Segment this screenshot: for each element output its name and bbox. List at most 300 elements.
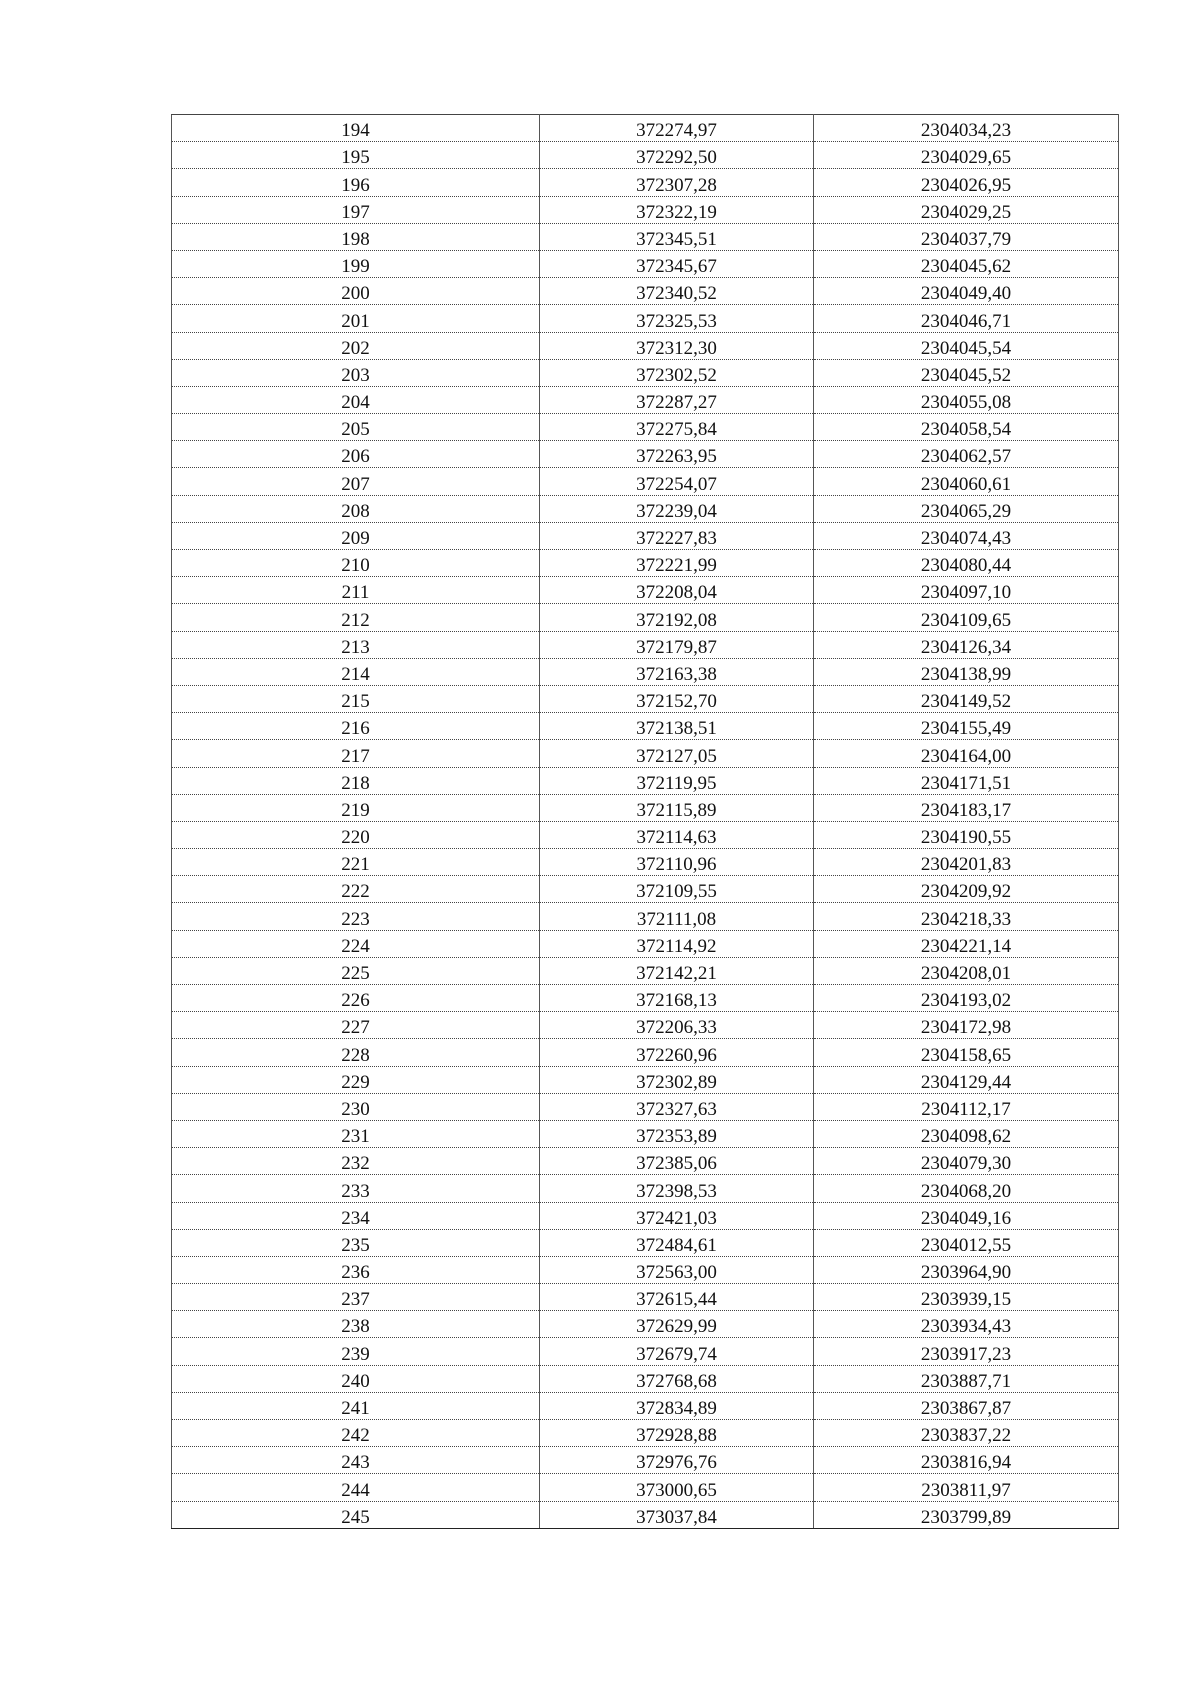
y-coordinate-cell-text: 2304026,95 <box>920 174 1012 196</box>
table-row <box>172 468 1119 495</box>
point-number-cell <box>172 1501 540 1528</box>
y-coordinate-cell-text: 2304012,55 <box>920 1234 1012 1256</box>
table-row <box>172 332 1119 359</box>
table-row <box>172 1039 1119 1066</box>
y-coordinate-cell-text: 2304209,92 <box>920 881 1012 903</box>
point-number-cell <box>172 713 540 740</box>
table-row <box>172 441 1119 468</box>
y-coordinate-cell-text: 2304060,61 <box>920 473 1012 495</box>
y-coordinate-cell <box>814 1501 1119 1528</box>
table-row <box>172 414 1119 441</box>
y-coordinate-cell-text: 2303887,71 <box>920 1370 1012 1392</box>
x-coordinate-cell <box>540 740 814 767</box>
point-number-cell <box>172 1365 540 1392</box>
point-number-cell <box>172 359 540 386</box>
y-coordinate-cell-text: 2304045,52 <box>920 364 1012 386</box>
x-coordinate-cell-text: 372322,19 <box>636 201 717 223</box>
point-number-cell <box>172 142 540 169</box>
y-coordinate-cell <box>814 359 1119 386</box>
point-number-cell-text: 194 <box>341 120 370 142</box>
x-coordinate-cell-text: 372976,76 <box>636 1452 717 1474</box>
y-coordinate-cell <box>814 930 1119 957</box>
y-coordinate-cell <box>814 495 1119 522</box>
x-coordinate-cell-text: 372152,70 <box>636 691 717 713</box>
x-coordinate-cell-text: 372398,53 <box>636 1180 717 1202</box>
x-coordinate-cell-text: 372312,30 <box>636 337 717 359</box>
y-coordinate-cell <box>814 849 1119 876</box>
point-number-cell <box>172 414 540 441</box>
point-number-cell <box>172 386 540 413</box>
y-coordinate-cell-text: 2303837,22 <box>920 1425 1012 1447</box>
x-coordinate-cell-text: 372163,38 <box>636 663 717 685</box>
x-coordinate-cell-text: 372115,89 <box>636 799 717 821</box>
x-coordinate-cell <box>540 930 814 957</box>
x-coordinate-cell <box>540 1093 814 1120</box>
x-coordinate-cell <box>540 223 814 250</box>
point-number-cell-text: 231 <box>341 1126 370 1148</box>
x-coordinate-cell <box>540 468 814 495</box>
y-coordinate-cell-text: 2304065,29 <box>920 500 1012 522</box>
point-number-cell-text: 198 <box>341 228 370 250</box>
point-number-cell-text: 223 <box>341 908 370 930</box>
point-number-cell-text: 216 <box>341 718 370 740</box>
x-coordinate-cell <box>540 169 814 196</box>
point-number-cell <box>172 985 540 1012</box>
x-coordinate-cell-text: 372138,51 <box>636 718 717 740</box>
y-coordinate-cell <box>814 1066 1119 1093</box>
y-coordinate-cell <box>814 577 1119 604</box>
x-coordinate-cell <box>540 495 814 522</box>
y-coordinate-cell <box>814 250 1119 277</box>
y-coordinate-cell <box>814 196 1119 223</box>
x-coordinate-cell <box>540 550 814 577</box>
y-coordinate-cell-text: 2304055,08 <box>920 392 1012 414</box>
y-coordinate-cell <box>814 740 1119 767</box>
point-number-cell-text: 202 <box>341 337 370 359</box>
y-coordinate-cell <box>814 1256 1119 1283</box>
y-coordinate-cell-text: 2304045,62 <box>920 256 1012 278</box>
table-row <box>172 250 1119 277</box>
point-number-cell <box>172 1447 540 1474</box>
x-coordinate-cell-text: 372119,95 <box>636 772 717 794</box>
x-coordinate-cell-text: 372345,51 <box>636 228 717 250</box>
table-row <box>172 1501 1119 1528</box>
y-coordinate-cell-text: 2304074,43 <box>920 528 1012 549</box>
point-number-cell <box>172 468 540 495</box>
point-number-cell <box>172 685 540 712</box>
x-coordinate-cell <box>540 278 814 305</box>
x-coordinate-cell-text: 372111,08 <box>636 908 717 930</box>
x-coordinate-cell-text: 372192,08 <box>636 609 717 631</box>
point-number-cell-text: 238 <box>341 1316 370 1338</box>
x-coordinate-cell-text: 372227,83 <box>636 528 717 549</box>
x-coordinate-cell-text: 372179,87 <box>636 636 717 658</box>
x-coordinate-cell-text: 372325,53 <box>636 310 717 332</box>
point-number-cell-text: 240 <box>341 1370 370 1392</box>
y-coordinate-cell-text: 2304164,00 <box>920 745 1012 767</box>
point-number-cell <box>172 1066 540 1093</box>
y-coordinate-cell-text: 2304098,62 <box>920 1126 1012 1148</box>
y-coordinate-cell <box>814 1338 1119 1365</box>
table-row <box>172 930 1119 957</box>
x-coordinate-cell-text: 372327,63 <box>636 1098 717 1120</box>
y-coordinate-cell-text: 2304068,20 <box>920 1180 1012 1202</box>
y-coordinate-cell <box>814 1093 1119 1120</box>
x-coordinate-cell <box>540 685 814 712</box>
x-coordinate-cell-text: 372834,89 <box>636 1398 717 1419</box>
x-coordinate-cell-text: 372114,92 <box>636 935 717 957</box>
x-coordinate-cell <box>540 250 814 277</box>
x-coordinate-cell-text: 372563,00 <box>636 1262 717 1284</box>
table-row <box>172 169 1119 196</box>
point-number-cell-text: 201 <box>341 310 370 332</box>
y-coordinate-cell-text: 2304172,98 <box>920 1017 1012 1039</box>
point-number-cell-text: 213 <box>341 636 370 658</box>
y-coordinate-cell-text: 2304109,65 <box>920 609 1012 631</box>
point-number-cell-text: 228 <box>341 1044 370 1066</box>
x-coordinate-cell <box>540 1392 814 1419</box>
x-coordinate-cell <box>540 767 814 794</box>
point-number-cell <box>172 767 540 794</box>
x-coordinate-cell <box>540 1501 814 1528</box>
point-number-cell-text: 208 <box>341 500 370 522</box>
point-number-cell <box>172 332 540 359</box>
x-coordinate-cell <box>540 1338 814 1365</box>
point-number-cell <box>172 1093 540 1120</box>
y-coordinate-cell-text: 2304049,16 <box>920 1207 1012 1229</box>
point-number-cell <box>172 1392 540 1419</box>
point-number-cell-text: 196 <box>341 174 370 196</box>
point-number-cell <box>172 1420 540 1447</box>
x-coordinate-cell-text: 372263,95 <box>636 446 717 468</box>
x-coordinate-cell <box>540 332 814 359</box>
x-coordinate-cell-text: 372292,50 <box>636 147 717 169</box>
x-coordinate-cell <box>540 441 814 468</box>
point-number-cell <box>172 658 540 685</box>
point-number-cell <box>172 604 540 631</box>
y-coordinate-cell-text: 2304097,10 <box>920 582 1012 604</box>
table-row <box>172 957 1119 984</box>
x-coordinate-cell <box>540 1256 814 1283</box>
table-row <box>172 821 1119 848</box>
y-coordinate-cell <box>814 386 1119 413</box>
point-number-cell <box>172 1256 540 1283</box>
y-coordinate-cell-text: 2303799,89 <box>920 1506 1012 1528</box>
x-coordinate-cell-text: 372421,03 <box>636 1207 717 1229</box>
y-coordinate-cell <box>814 169 1119 196</box>
x-coordinate-cell <box>540 604 814 631</box>
y-coordinate-cell <box>814 631 1119 658</box>
y-coordinate-cell <box>814 414 1119 441</box>
x-coordinate-cell-text: 373000,65 <box>636 1479 717 1501</box>
point-number-cell-text: 197 <box>341 201 370 223</box>
point-number-cell-text: 243 <box>341 1452 370 1474</box>
y-coordinate-cell-text: 2304080,44 <box>920 555 1012 577</box>
point-number-cell <box>172 1284 540 1311</box>
y-coordinate-cell-text: 2304029,65 <box>920 147 1012 169</box>
y-coordinate-cell <box>814 903 1119 930</box>
y-coordinate-cell <box>814 1012 1119 1039</box>
point-number-cell <box>172 1311 540 1338</box>
point-number-cell-text: 232 <box>341 1153 370 1175</box>
y-coordinate-cell <box>814 794 1119 821</box>
x-coordinate-cell <box>540 849 814 876</box>
y-coordinate-cell-text: 2303816,94 <box>920 1452 1012 1474</box>
point-number-cell <box>172 1012 540 1039</box>
x-coordinate-cell <box>540 386 814 413</box>
x-coordinate-cell <box>540 876 814 903</box>
table-row <box>172 1148 1119 1175</box>
point-number-cell <box>172 1338 540 1365</box>
y-coordinate-cell-text: 2304193,02 <box>920 990 1012 1012</box>
table-row <box>172 142 1119 169</box>
table-row <box>172 1311 1119 1338</box>
point-number-cell-text: 209 <box>341 528 370 549</box>
table-row <box>172 1420 1119 1447</box>
x-coordinate-cell-text: 372353,89 <box>636 1126 717 1148</box>
table-row <box>172 876 1119 903</box>
table-row <box>172 713 1119 740</box>
point-number-cell-text: 229 <box>341 1071 370 1093</box>
point-number-cell <box>172 930 540 957</box>
x-coordinate-cell <box>540 142 814 169</box>
x-coordinate-cell <box>540 1202 814 1229</box>
point-number-cell <box>172 1120 540 1147</box>
x-coordinate-cell <box>540 1066 814 1093</box>
y-coordinate-cell-text: 2304046,71 <box>920 310 1012 332</box>
y-coordinate-cell-text: 2304079,30 <box>920 1153 1012 1175</box>
y-coordinate-cell-text: 2304129,44 <box>920 1071 1012 1093</box>
point-number-cell <box>172 957 540 984</box>
x-coordinate-cell <box>540 522 814 549</box>
point-number-cell-text: 220 <box>341 827 370 849</box>
x-coordinate-cell <box>540 985 814 1012</box>
y-coordinate-cell-text: 2304062,57 <box>920 446 1012 468</box>
y-coordinate-cell-text: 2304138,99 <box>920 663 1012 685</box>
y-coordinate-cell-text: 2303917,23 <box>920 1343 1012 1365</box>
y-coordinate-cell <box>814 1175 1119 1202</box>
x-coordinate-cell <box>540 821 814 848</box>
y-coordinate-cell <box>814 441 1119 468</box>
y-coordinate-cell <box>814 1447 1119 1474</box>
y-coordinate-cell-text: 2304155,49 <box>920 718 1012 740</box>
point-number-cell <box>172 876 540 903</box>
x-coordinate-cell-text: 372274,97 <box>636 120 717 142</box>
table-row <box>172 359 1119 386</box>
point-number-cell-text: 215 <box>341 691 370 713</box>
point-number-cell-text: 244 <box>341 1479 370 1501</box>
x-coordinate-cell-text: 372307,28 <box>636 174 717 196</box>
y-coordinate-cell <box>814 985 1119 1012</box>
x-coordinate-cell-text: 372287,27 <box>636 392 717 414</box>
point-number-cell-text: 235 <box>341 1234 370 1256</box>
y-coordinate-cell <box>814 1284 1119 1311</box>
point-number-cell <box>172 115 540 142</box>
y-coordinate-cell <box>814 1474 1119 1501</box>
table-row <box>172 1474 1119 1501</box>
point-number-cell-text: 210 <box>341 555 370 577</box>
y-coordinate-cell-text: 2304058,54 <box>920 419 1012 441</box>
y-coordinate-cell <box>814 115 1119 142</box>
y-coordinate-cell-text: 2304029,25 <box>920 201 1012 223</box>
y-coordinate-cell-text: 2304183,17 <box>920 799 1012 821</box>
point-number-cell <box>172 1039 540 1066</box>
point-number-cell <box>172 169 540 196</box>
table-row <box>172 1202 1119 1229</box>
point-number-cell-text: 195 <box>341 147 370 169</box>
y-coordinate-cell <box>814 1148 1119 1175</box>
y-coordinate-cell <box>814 332 1119 359</box>
x-coordinate-cell-text: 372239,04 <box>636 500 717 522</box>
point-number-cell-text: 200 <box>341 283 370 305</box>
x-coordinate-cell-text: 372679,74 <box>636 1343 717 1365</box>
point-number-cell <box>172 1202 540 1229</box>
table-row <box>172 196 1119 223</box>
point-number-cell <box>172 903 540 930</box>
x-coordinate-cell-text: 372768,68 <box>636 1370 717 1392</box>
point-number-cell <box>172 849 540 876</box>
table-row <box>172 794 1119 821</box>
x-coordinate-cell-text: 372345,67 <box>636 256 717 278</box>
x-coordinate-cell <box>540 794 814 821</box>
point-number-cell <box>172 223 540 250</box>
table-row <box>172 631 1119 658</box>
y-coordinate-cell-text: 2303811,97 <box>921 1479 1011 1501</box>
y-coordinate-cell-text: 2304034,23 <box>920 120 1012 142</box>
point-number-cell <box>172 305 540 332</box>
point-number-cell-text: 245 <box>341 1506 370 1528</box>
x-coordinate-cell <box>540 903 814 930</box>
x-coordinate-cell-text: 372109,55 <box>636 881 717 903</box>
table-row <box>172 223 1119 250</box>
y-coordinate-cell-text: 2304045,54 <box>920 337 1012 359</box>
point-number-cell-text: 239 <box>341 1343 370 1365</box>
y-coordinate-cell <box>814 1311 1119 1338</box>
table-row <box>172 658 1119 685</box>
y-coordinate-cell-text: 2304208,01 <box>920 963 1012 984</box>
y-coordinate-cell <box>814 957 1119 984</box>
point-number-cell <box>172 631 540 658</box>
table-row <box>172 1338 1119 1365</box>
y-coordinate-cell-text: 2304149,52 <box>920 691 1012 713</box>
y-coordinate-cell-text: 2304221,14 <box>920 935 1012 957</box>
point-number-cell-text: 214 <box>341 663 370 685</box>
x-coordinate-cell <box>540 196 814 223</box>
table-row <box>172 1120 1119 1147</box>
table-row <box>172 985 1119 1012</box>
y-coordinate-cell-text: 2303939,15 <box>920 1289 1012 1311</box>
point-number-cell-text: 199 <box>341 256 370 278</box>
x-coordinate-cell-text: 372110,96 <box>636 854 717 876</box>
y-coordinate-cell <box>814 1365 1119 1392</box>
y-coordinate-cell-text: 2304218,33 <box>920 908 1012 930</box>
table-row <box>172 1093 1119 1120</box>
y-coordinate-cell <box>814 1420 1119 1447</box>
y-coordinate-cell <box>814 305 1119 332</box>
table-row <box>172 278 1119 305</box>
y-coordinate-cell <box>814 522 1119 549</box>
point-number-cell-text: 218 <box>341 772 370 794</box>
x-coordinate-cell <box>540 1039 814 1066</box>
y-coordinate-cell <box>814 685 1119 712</box>
point-number-cell-text: 234 <box>341 1207 370 1229</box>
table-row <box>172 1175 1119 1202</box>
point-number-cell <box>172 1229 540 1256</box>
coordinates-table <box>171 114 1119 1529</box>
x-coordinate-cell-text: 372221,99 <box>636 555 717 577</box>
table-row <box>172 1447 1119 1474</box>
y-coordinate-cell-text: 2304190,55 <box>920 827 1012 849</box>
x-coordinate-cell <box>540 414 814 441</box>
point-number-cell-text: 227 <box>341 1017 370 1039</box>
y-coordinate-cell-text: 2304126,34 <box>920 636 1012 658</box>
x-coordinate-cell-text: 372340,52 <box>636 283 717 305</box>
y-coordinate-cell-text: 2303934,43 <box>920 1316 1012 1338</box>
table-row <box>172 685 1119 712</box>
y-coordinate-cell <box>814 550 1119 577</box>
point-number-cell <box>172 1474 540 1501</box>
point-number-cell <box>172 821 540 848</box>
point-number-cell <box>172 1148 540 1175</box>
point-number-cell-text: 233 <box>341 1180 370 1202</box>
x-coordinate-cell-text: 372385,06 <box>636 1153 717 1175</box>
table-row <box>172 1365 1119 1392</box>
x-coordinate-cell-text: 372302,89 <box>636 1071 717 1093</box>
point-number-cell-text: 224 <box>341 935 370 957</box>
x-coordinate-cell-text: 372275,84 <box>636 419 717 441</box>
point-number-cell <box>172 250 540 277</box>
point-number-cell <box>172 441 540 468</box>
y-coordinate-cell-text: 2304171,51 <box>920 772 1012 794</box>
y-coordinate-cell <box>814 1392 1119 1419</box>
x-coordinate-cell <box>540 1148 814 1175</box>
y-coordinate-cell <box>814 278 1119 305</box>
x-coordinate-cell-text: 372127,05 <box>636 745 717 767</box>
point-number-cell-text: 212 <box>341 609 370 631</box>
x-coordinate-cell <box>540 305 814 332</box>
table-row <box>172 577 1119 604</box>
point-number-cell-text: 236 <box>341 1262 370 1284</box>
point-number-cell <box>172 1175 540 1202</box>
y-coordinate-cell <box>814 713 1119 740</box>
y-coordinate-cell <box>814 821 1119 848</box>
table-row <box>172 1256 1119 1283</box>
x-coordinate-cell <box>540 1284 814 1311</box>
point-number-cell-text: 237 <box>341 1289 370 1311</box>
table-row <box>172 1012 1119 1039</box>
point-number-cell-text: 230 <box>341 1098 370 1120</box>
point-number-cell-text: 222 <box>341 881 370 903</box>
x-coordinate-cell <box>540 359 814 386</box>
y-coordinate-cell-text: 2303867,87 <box>920 1398 1012 1419</box>
point-number-cell-text: 205 <box>341 419 370 441</box>
point-number-cell-text: 221 <box>341 854 370 876</box>
y-coordinate-cell <box>814 876 1119 903</box>
point-number-cell <box>172 550 540 577</box>
table-row <box>172 386 1119 413</box>
x-coordinate-cell <box>540 1474 814 1501</box>
table-row <box>172 305 1119 332</box>
x-coordinate-cell-text: 372629,99 <box>636 1316 717 1338</box>
table-row <box>172 1392 1119 1419</box>
table-row <box>172 522 1119 549</box>
point-number-cell <box>172 278 540 305</box>
y-coordinate-cell <box>814 1120 1119 1147</box>
x-coordinate-cell <box>540 1365 814 1392</box>
x-coordinate-cell <box>540 1012 814 1039</box>
table-row <box>172 740 1119 767</box>
x-coordinate-cell-text: 372928,88 <box>636 1425 717 1447</box>
